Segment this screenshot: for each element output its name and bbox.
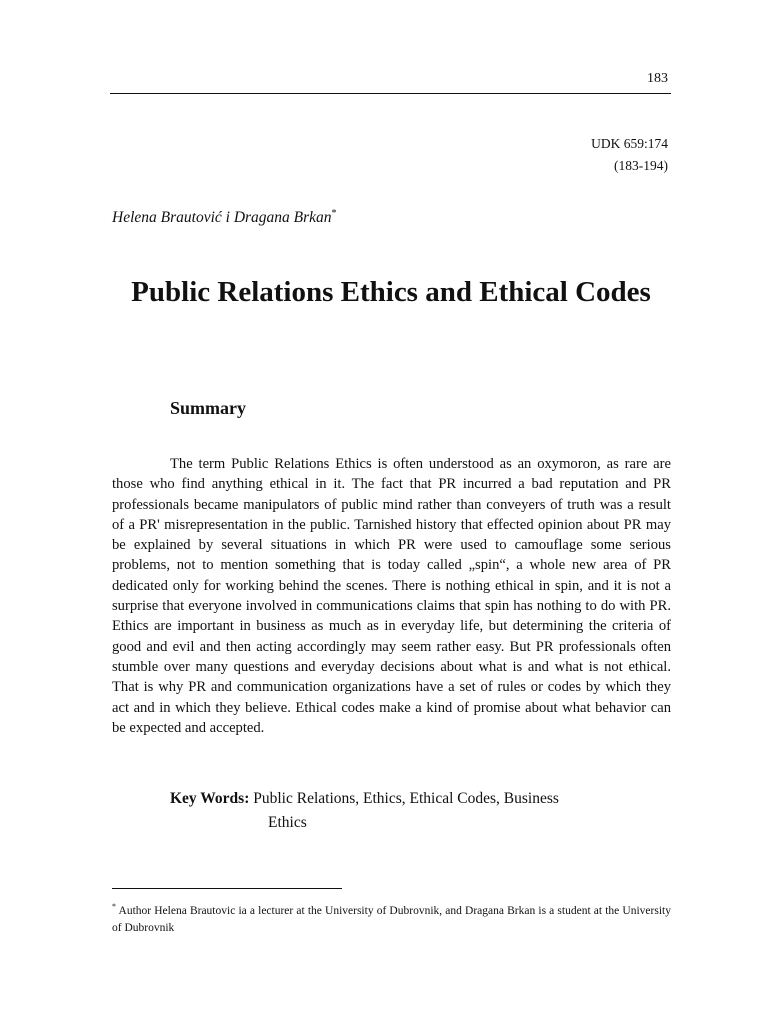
- footnote-rule: [112, 888, 342, 889]
- author-footnote-marker: *: [331, 208, 337, 219]
- keywords-list-continued: Ethics: [268, 814, 307, 831]
- udk-pages: (183-194): [614, 158, 668, 173]
- footnote-marker: *: [112, 902, 116, 911]
- udk-block: [591, 133, 668, 177]
- keywords-label: Key Words:: [170, 790, 250, 807]
- summary-heading: Summary: [170, 398, 246, 418]
- footnote: [112, 898, 671, 937]
- authors-line: [112, 208, 337, 227]
- author-names: Helena Brautović i Dragana Brkan: [112, 209, 332, 227]
- keywords-block: [170, 787, 640, 835]
- keywords-list: Public Relations, Ethics, Ethical Codes, Business: [253, 790, 559, 807]
- page-number: 183: [647, 71, 668, 86]
- summary-text: The term Public Relations Ethics is often understood as an oxymoron, as rare are those who find anything ethical in it. The fact that PR incurred a bad reputation and PR professionals became manipulators of public mind rather than conveyers of truth was a result of a PR' misrepresentation in the public. Tarnished history that effected opinion about PR may be explained by several situations in which PR were used to camouflage some serious problems, not to mention something that is today called „spin“, a whole new area of PR dedicated only for working behind the scenes. There is nothing ethical in spin, and it is not a surprise that everyone involved in communications claims that spin has nothing to do with PR. Ethics are important in business as much as in everyday life, but determining the criteria of good and evil and then acting accordingly may seem rather easy. But PR professionals often stumble over many questions and everyday decisions about what is and what is not ethical. That is why PR and communication organizations have a set of rules or codes by which they act and in which they believe. Ethical codes make a kind of promise about what behavior can be expected and accepted.: [112, 456, 671, 736]
- paper-title: Public Relations Ethics and Ethical Codes: [131, 276, 651, 308]
- header-rule: [110, 93, 671, 94]
- footnote-text: Author Helena Brautovic ia a lecturer at the University of Dubrovnik, and Dragana Brkan is a student at the University of Dubrovnik: [112, 904, 671, 934]
- udk-code: UDK 659:174: [591, 136, 668, 151]
